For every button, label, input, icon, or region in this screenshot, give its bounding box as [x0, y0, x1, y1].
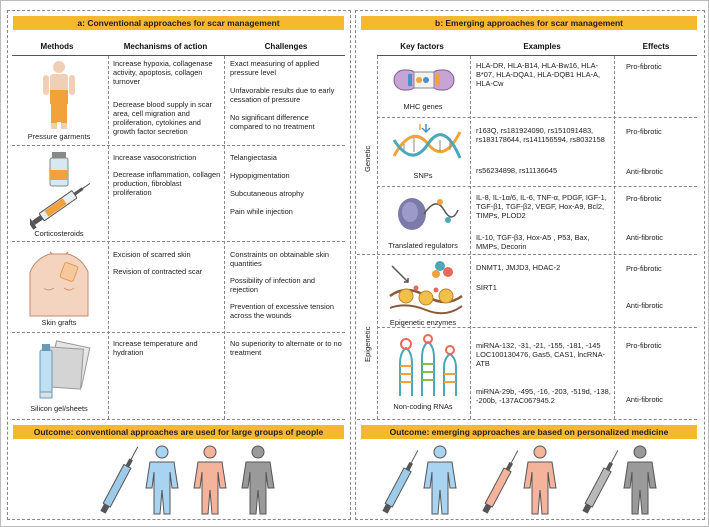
row-divider: [377, 117, 697, 118]
pressure-garment-icon: [34, 60, 84, 132]
effect-text: Anti-fibrotic: [626, 395, 663, 404]
emerging-banner: b: Emerging approaches for scar management: [361, 16, 697, 30]
factor-label: Translated regulators: [388, 241, 458, 250]
challenge-text: Hypopigmentation: [230, 171, 290, 180]
group-label-epigenetic: Epigenetic: [363, 326, 372, 362]
example-text: IL-8, IL-1α/6, IL-6, TNF-α, PDGF, IGF-1, TGF-β1, TGF-β2, VEGF, Hox-A9, Bcl2, TIMPs, PLOD2: [476, 193, 607, 220]
conventional-banner: a: Conventional approaches for scar management: [13, 16, 344, 30]
effect-text: Anti-fibrotic: [626, 301, 663, 310]
row-divider: [12, 332, 345, 333]
syringe-icon: [99, 445, 141, 514]
method-label: Pressure garments: [27, 132, 91, 141]
column-divider: [614, 56, 615, 419]
row-divider: [377, 327, 697, 328]
silicon-gel-icon: [30, 338, 94, 404]
example-text: miRNA-132, -31, -21, -155, -181, -145 LOC100130476, Gas5, CAS1, lncRNA-ATB: [476, 341, 605, 368]
effect-text: Anti-fibrotic: [626, 167, 663, 176]
effect-text: Pro-fibrotic: [626, 127, 662, 136]
conventional-outcome-banner: Outcome: conventional approaches are used for large groups of people: [13, 425, 344, 439]
challenge-text: Exact measuring of applied pressure level: [230, 59, 320, 77]
header-mechanisms: Mechanisms of action: [123, 42, 208, 51]
column-divider: [108, 56, 109, 419]
column-divider: [470, 56, 471, 419]
factor-label: Non-coding RNAs: [393, 402, 453, 411]
example-text: SIRT1: [476, 283, 497, 292]
header-key-factors: Key factors: [400, 42, 444, 51]
group-label-genetic: Genetic: [363, 145, 372, 172]
epigenetic-enzymes-icon: [386, 258, 466, 318]
challenge-text: Possibility of infection and rejection: [230, 276, 316, 294]
example-text: DNMT1, JMJD3, HDAC-2: [476, 263, 561, 272]
factor-label: MHC genes: [403, 102, 443, 111]
header-challenges: Challenges: [264, 42, 308, 51]
example-text: miRNA-29b, -495, -16, -203, -519d, -138, -200b, -137AC067945.2: [476, 387, 611, 405]
example-text: HLA-DR, HLA-B14, HLA-Bw16, HLA-B*07, HLA-DQA1, HLA-DQB1 HLA-A, HLA-Cw: [476, 61, 601, 88]
effect-text: Anti-fibrotic: [626, 233, 663, 242]
person-blue-icon: [146, 446, 178, 514]
factor-label: SNPs: [413, 171, 433, 180]
challenge-text: No superiority to alternate or to no treatment: [230, 339, 342, 357]
effect-text: Pro-fibrotic: [626, 62, 662, 71]
dna-helix-icon: [392, 122, 462, 166]
person-gray-icon: [242, 446, 274, 514]
syringe-vial-icon: [30, 150, 90, 230]
factor-label: Epigenetic enzymes: [389, 318, 457, 327]
effect-text: Pro-fibrotic: [626, 264, 662, 273]
mechanism-text: Excision of scarred skin: [113, 250, 191, 259]
mechanism-text: Decrease inflammation, collagen production, fibroblast proliferation: [113, 170, 221, 197]
mechanism-text: Increase vasoconstriction: [113, 153, 197, 162]
translated-regulators-icon: [396, 190, 460, 238]
header-effects: Effects: [642, 42, 670, 51]
method-label: Corticosteroids: [34, 229, 84, 238]
row-divider: [357, 419, 697, 420]
example-text: IL-10, TGF-β3, Hox-A5 , P53, Bax, MMPs, Decorin: [476, 233, 590, 251]
row-divider: [377, 186, 697, 187]
blue-syringe-person: [381, 446, 456, 514]
orange-syringe-person: [481, 446, 556, 514]
header-divider: [12, 55, 345, 56]
challenge-text: Prevention of excessive tension across the wounds: [230, 302, 334, 320]
example-text: r163Q, rs181924090, rs151091483, rs183178644, rs141156594, rs8032158: [476, 126, 605, 144]
group-divider-line: [357, 254, 697, 255]
row-divider: [12, 241, 345, 242]
header-divider: [377, 55, 697, 56]
personalized-people-icon: [378, 444, 678, 518]
challenge-text: Pain while injection: [230, 207, 293, 216]
header-examples: Examples: [523, 42, 561, 51]
challenge-text: Telangiectasia: [230, 153, 277, 162]
method-label: Silicon gel/sheets: [30, 404, 88, 413]
gray-syringe-person: [581, 446, 656, 514]
challenge-text: Unfavorable results due to early cessation of pressure: [230, 86, 335, 104]
challenge-text: No significant difference compared to no treatment: [230, 113, 315, 131]
mhc-genes-icon: [392, 62, 456, 98]
method-label: Skin grafts: [41, 318, 77, 327]
mechanism-text: Decrease blood supply in scar area, cell migration and proliferation, cytokines and growth factor secretion: [113, 100, 213, 136]
header-methods: Methods: [40, 42, 74, 51]
skin-graft-torso-icon: [26, 248, 92, 318]
conventional-people-icon: [98, 444, 288, 518]
effect-text: Pro-fibrotic: [626, 341, 662, 350]
row-divider: [12, 419, 345, 420]
person-orange-icon: [194, 446, 226, 514]
column-divider: [224, 56, 225, 419]
challenge-text: Constraints on obtainable skin quantities: [230, 250, 330, 268]
emerging-outcome-banner: Outcome: emerging approaches are based on personalized medicine: [361, 425, 697, 439]
non-coding-rna-icon: [392, 334, 462, 398]
challenge-text: Subcutaneous atrophy: [230, 189, 304, 198]
row-divider: [12, 145, 345, 146]
mechanism-text: Revision of contracted scar: [113, 267, 203, 276]
mechanism-text: Increase hypoxia, collagenase activity, apoptosis, collagen turnover: [113, 59, 213, 86]
example-text: rs56234898, rs11136645: [476, 166, 558, 175]
mechanism-text: Increase temperature and hydration: [113, 339, 198, 357]
effect-text: Pro-fibrotic: [626, 194, 662, 203]
